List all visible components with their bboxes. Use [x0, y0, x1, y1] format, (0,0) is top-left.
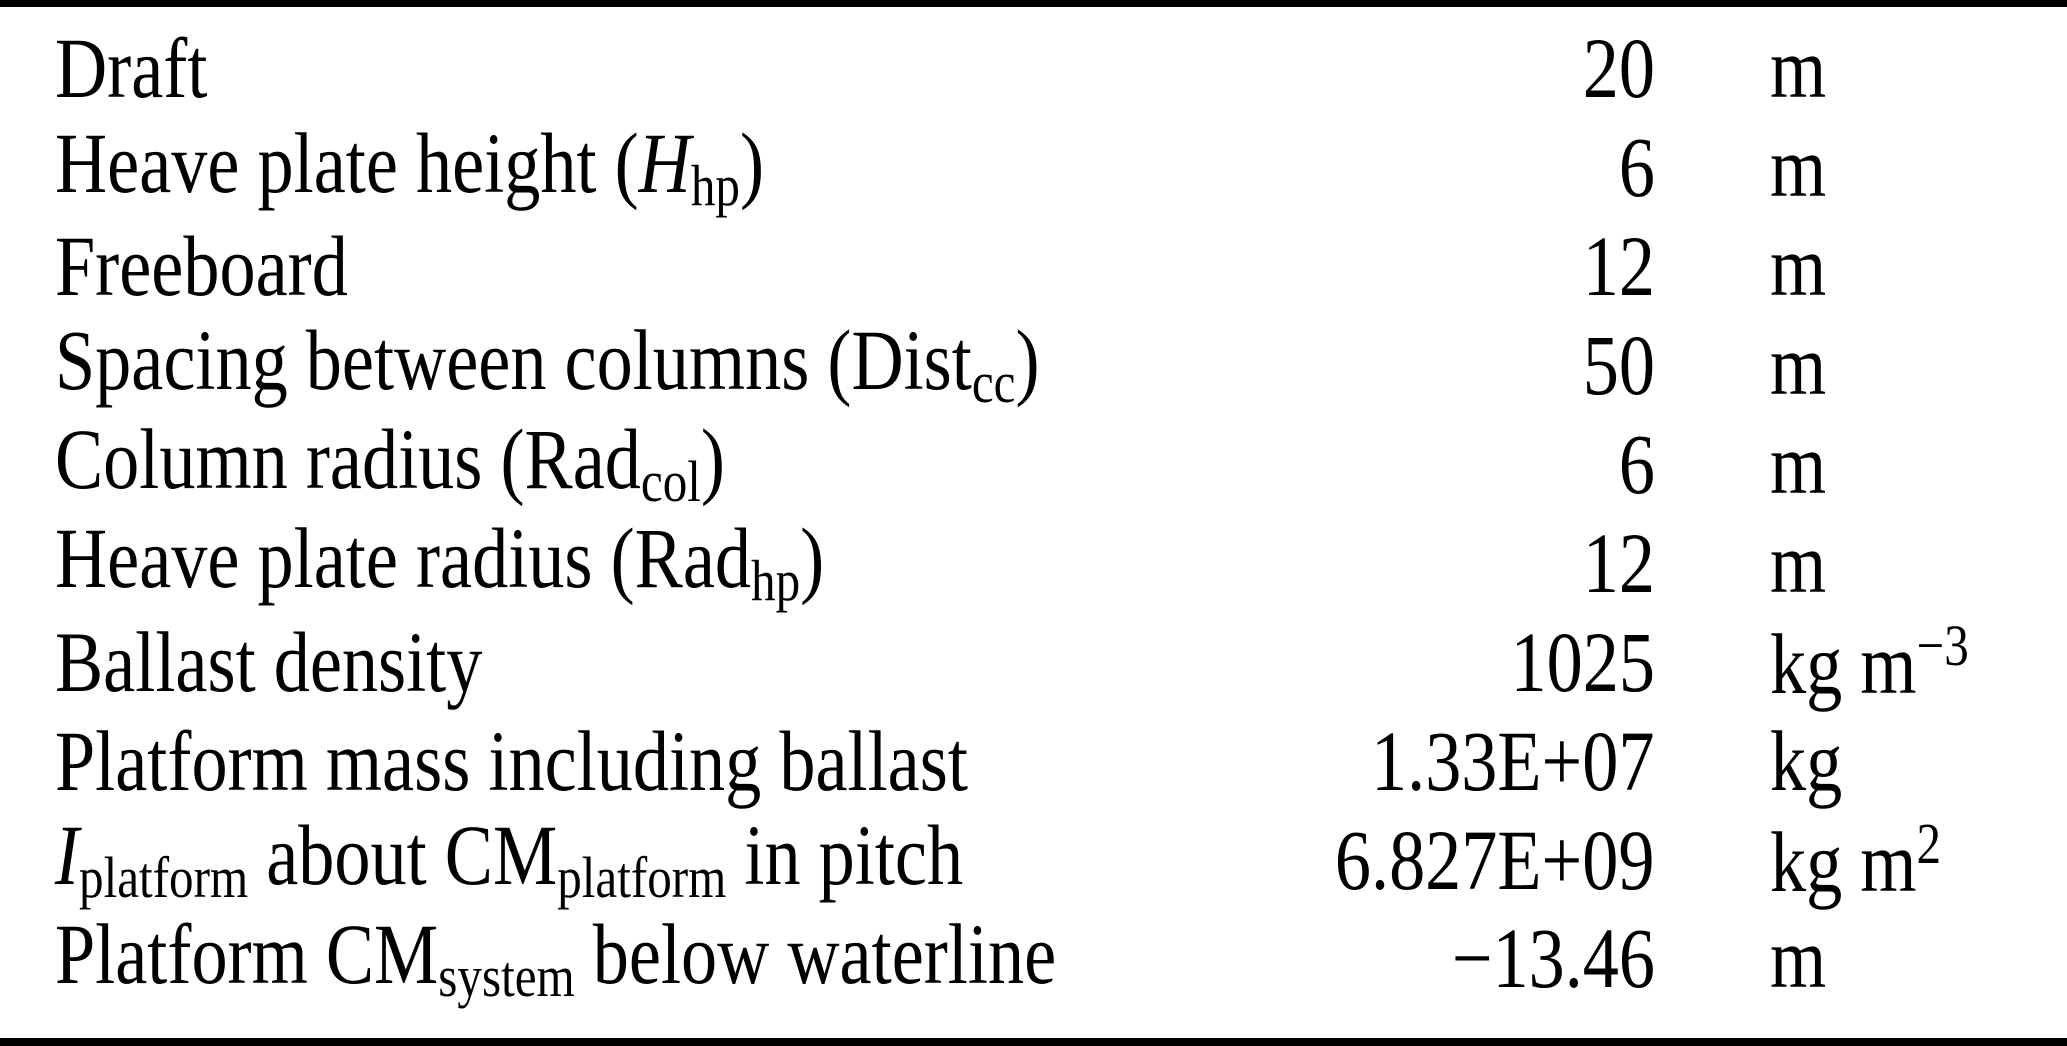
table-row: [0, 217, 2067, 316]
param-label: Platform $CM_{system}$ below waterline: [55, 905, 1057, 1009]
param-label: Heave plate height $(H_{hp})$: [55, 114, 765, 218]
param-label: Column radius (Rad$_{col}$): [55, 411, 725, 515]
param-value: 12: [1582, 218, 1655, 315]
param-label: Freeboard: [55, 218, 348, 315]
table-row: [0, 411, 2067, 515]
table-row: [0, 510, 2067, 614]
param-value: 1.33E+07: [1371, 712, 1655, 809]
param-value: 1025: [1510, 613, 1655, 710]
param-value: 20: [1582, 20, 1655, 117]
param-unit: m: [1770, 119, 1827, 216]
table-row: [0, 114, 2067, 218]
table-top-rule: [0, 0, 2067, 7]
param-unit: kg $m^{-3}$: [1770, 612, 1969, 712]
param-unit: m: [1770, 910, 1827, 1007]
param-unit: m: [1770, 514, 1827, 611]
param-value: 12: [1582, 514, 1655, 611]
parameter-table: [0, 7, 2067, 1008]
param-label: Ballast density: [55, 613, 483, 710]
table-row: [0, 312, 2067, 416]
table-bottom-rule: [0, 1038, 2067, 1046]
table-row: [0, 806, 2067, 910]
param-label: Heave plate radius (Rad$_{hp}$): [55, 510, 825, 614]
param-value: 6: [1618, 416, 1655, 512]
param-label: Draft: [55, 20, 208, 117]
param-unit: kg: [1770, 712, 1843, 809]
param-unit: m: [1770, 317, 1827, 414]
param-value: 6.827E+09: [1335, 811, 1655, 908]
param-label: Spacing between columns (Dist$_{cc}$): [55, 312, 1040, 416]
param-unit: m: [1770, 218, 1827, 315]
table-row: [0, 19, 2067, 118]
param-value: 50: [1582, 317, 1655, 414]
table-row: [0, 612, 2067, 711]
param-label: $I_{platform}$ about $CM_{platform}$ in pitch: [55, 806, 964, 910]
param-value: −13.46: [1451, 910, 1655, 1007]
param-unit: kg $m^2$: [1770, 810, 1942, 910]
param-unit: m: [1770, 416, 1827, 512]
param-unit: m: [1770, 20, 1827, 117]
param-value: 6: [1618, 119, 1655, 216]
table-row: [0, 905, 2067, 1009]
table-row: [0, 711, 2067, 810]
param-label: Platform mass including ballast: [55, 712, 968, 809]
